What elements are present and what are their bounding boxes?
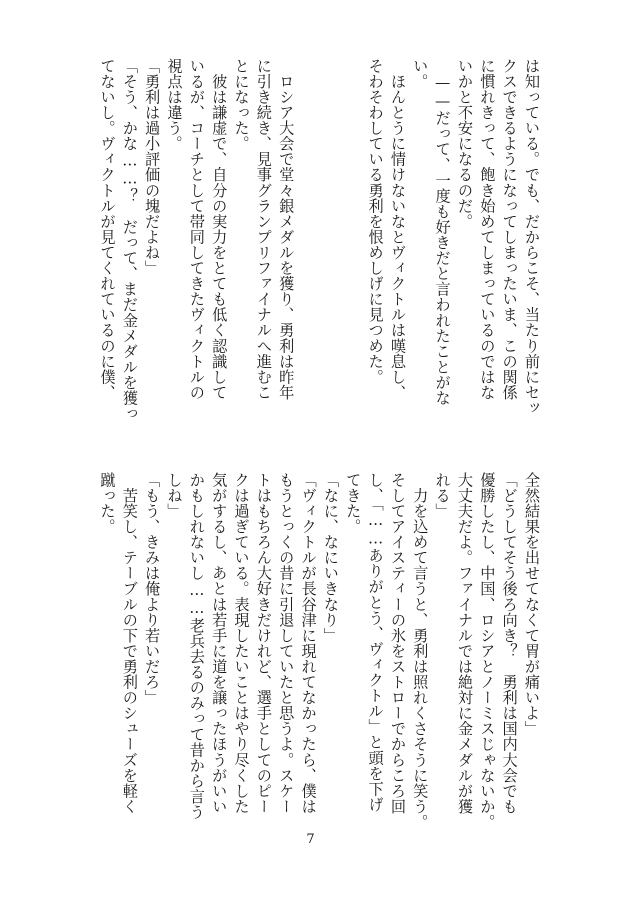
lower-text-line: 優勝したし、中国、ロシアとノーミスじゃないか。 [478, 472, 497, 830]
upper-text-line: に慣れきって、飽き始めてしまっているのではな [478, 58, 497, 401]
lower-text-line: しね」 [165, 472, 184, 519]
upper-text-line: ——だって、一度も好きだと言われたことがな [433, 58, 452, 406]
page-number: 7 [306, 832, 315, 847]
text-block-lower [92, 472, 541, 830]
lower-text-line: 全然結果を出せてなくて胃が痛いよ」 [523, 472, 541, 737]
lower-text-line: トはもちろん大好きだけれど、選手としてのピー [254, 472, 273, 815]
upper-text-line: いかと不安になるのだ。 [455, 58, 474, 230]
upper-text-line: てないし。ヴィクトルが見てくれているのに僕、 [98, 58, 117, 401]
upper-text-line: い。 [411, 58, 430, 90]
upper-text-line: は知っている。でも、だからこそ、当たり前にセッ [523, 58, 541, 416]
lower-text-line: し、「……ありがとう、ヴィクトル」と頭を下げ [366, 472, 385, 813]
lower-text-line: てきた。 [344, 472, 363, 535]
lower-text-line: 「どうしてそう後ろ向き？ 勇利は国内大会でも [500, 472, 519, 815]
upper-text-line: に引き続き、見事グランプリファイナルへ進むこ [254, 58, 273, 401]
upper-text-line: 彼は謙虚で、自分の実力をとても低く認識して [210, 58, 229, 401]
lower-text-line: 力を込めて言うと、勇利は照れくさそうに笑う。 [411, 472, 430, 830]
lower-text-line: 「ヴィクトルが長谷津に現れてなかったら、僕は [299, 472, 318, 815]
lower-text-line: 大丈夫だよ。ファイナルでは絶対に金メダルが獲 [455, 472, 474, 815]
upper-text-line: クスできるようになってしまったいま、この関係 [500, 58, 519, 401]
text-block-upper [92, 58, 541, 422]
upper-text-line: いるが、コーチとして帯同してきたヴィクトルの [187, 58, 206, 401]
upper-text-line: 視点は違う。 [165, 58, 184, 152]
upper-text-line: 「勇利は過小評価の塊だよね」 [143, 58, 162, 276]
lower-text-line: 苦笑し、テーブルの下で勇利のシューズを軽く [120, 472, 139, 815]
upper-text-line: ロシア大会で堂々銀メダルを獲り、勇利は昨年 [277, 58, 296, 401]
lower-text-line: かもしれないし……老兵去るのみって昔から言う [187, 472, 206, 820]
lower-text-line: 「なに、なにいきなり」 [321, 472, 340, 644]
lower-text-line: 「もう、きみは俺より若いだろ」 [143, 472, 162, 706]
upper-text-line: ほんとうに情けないなとヴィクトルは嘆息し、 [388, 58, 407, 401]
upper-text-line: 「そう、かな……？ だって、まだ金メダルを獲っ [120, 58, 139, 422]
lower-text-line: クは過ぎている。表現したいことはやり尽くした [232, 472, 251, 815]
lower-text-line: 気がするし、あとは若手に道を譲ったほうがいい [210, 472, 229, 815]
lower-text-line: もうとっくの昔に引退していたと思うよ。スケー [277, 472, 296, 815]
upper-text-line: そわそわしている勇利を恨めしげに見つめた。 [366, 58, 385, 385]
lower-text-line: 蹴った。 [98, 472, 117, 535]
upper-text-line: とになった。 [232, 58, 251, 152]
lower-text-line: れる」 [433, 472, 452, 519]
lower-text-line: そしてアイスティーの氷をストローでからころ回 [388, 472, 407, 815]
